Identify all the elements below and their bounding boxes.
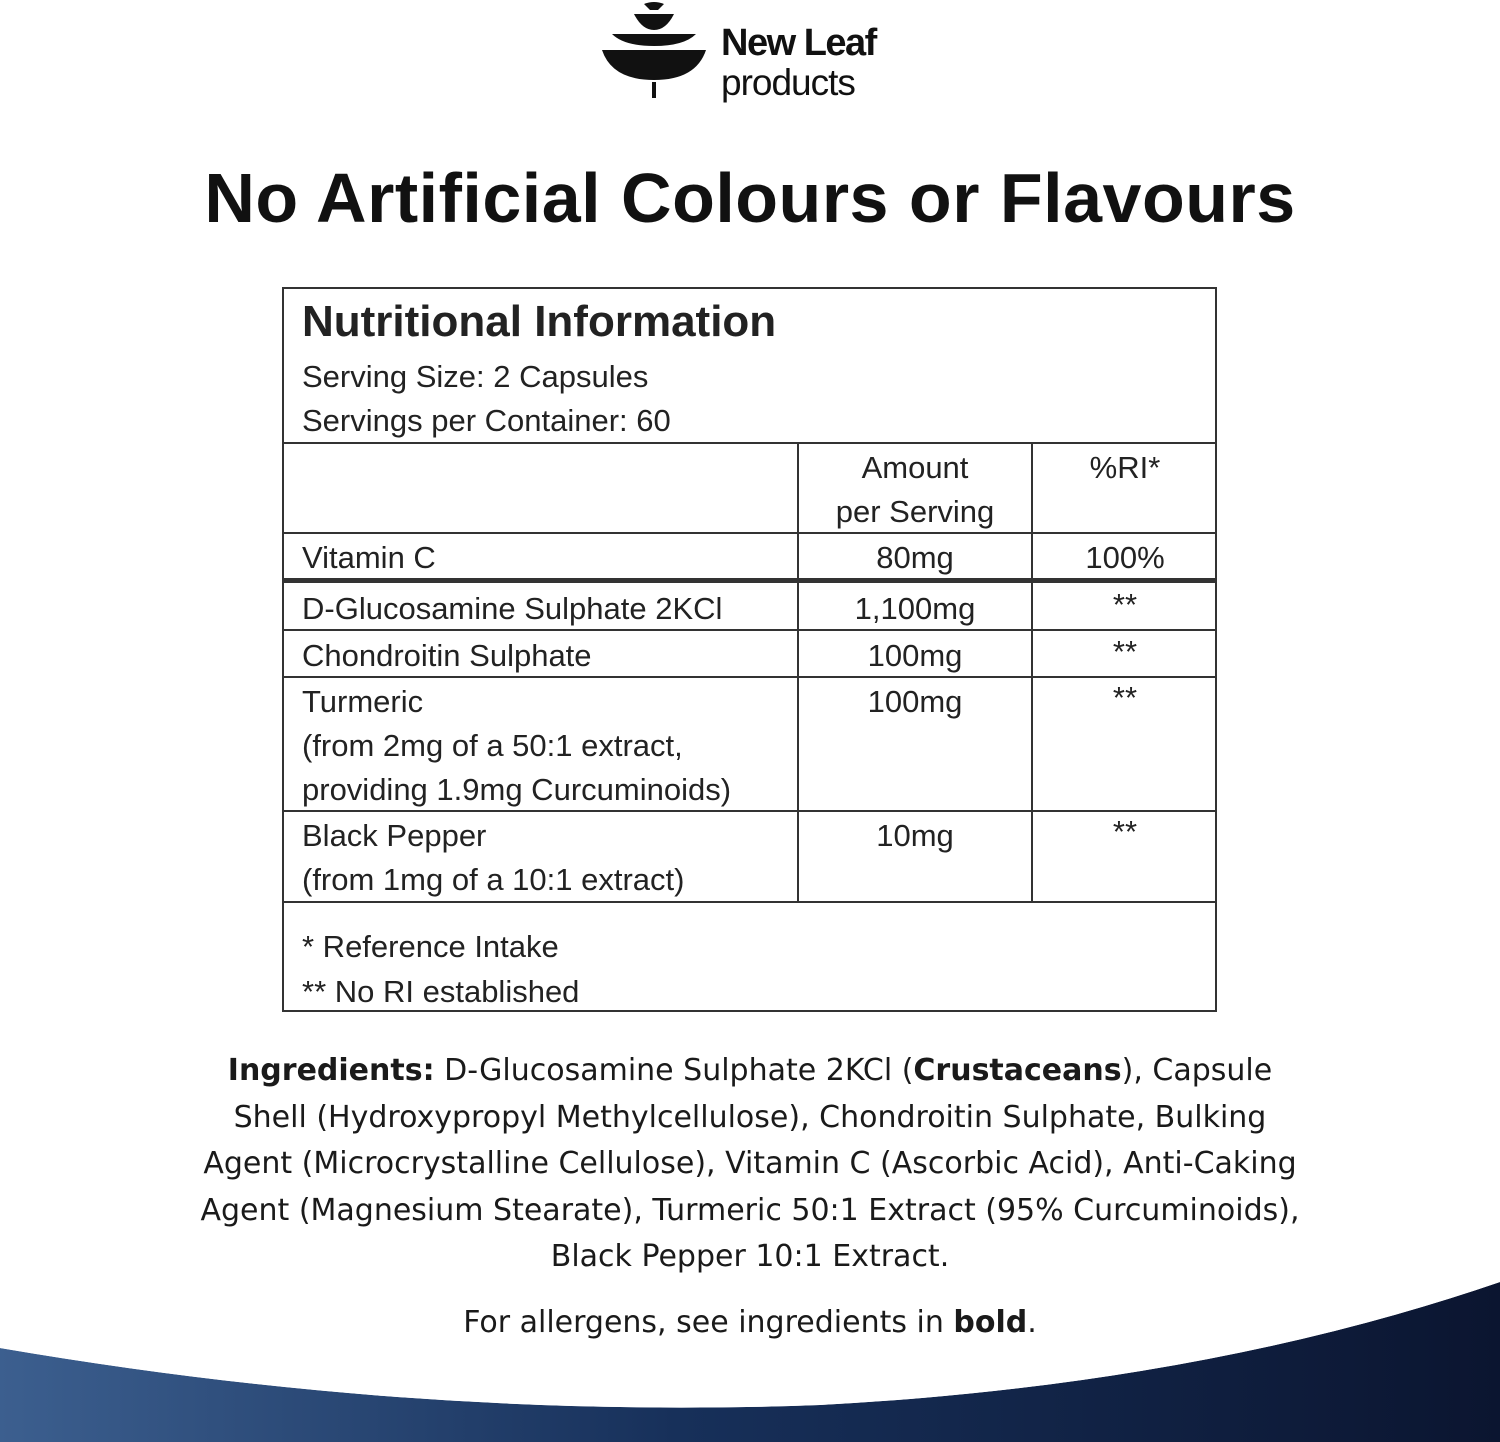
nutrient-ri: ** bbox=[1112, 634, 1138, 669]
nutrient-ri: 100% bbox=[1085, 540, 1165, 575]
divider bbox=[284, 442, 1215, 444]
nutrient-name: Chondroitin Sulphate bbox=[302, 638, 592, 673]
nutrient-name: Vitamin C bbox=[302, 540, 436, 575]
ingredients-text: D-Glucosamine Sulphate 2KCl ( bbox=[434, 1053, 914, 1088]
nutrient-amount: 100mg bbox=[867, 684, 963, 719]
brand-name: New Leaf bbox=[721, 22, 876, 64]
header-amount-line2: per Serving bbox=[835, 494, 995, 529]
ingredients-label: Ingredients: bbox=[227, 1053, 435, 1088]
nutrient-ri: ** bbox=[1112, 814, 1138, 849]
nutrient-name: Turmeric bbox=[302, 684, 424, 719]
nutrient-name: D-Glucosamine Sulphate 2KCl bbox=[302, 591, 723, 626]
serving-size: Serving Size: 2 Capsules bbox=[302, 359, 649, 394]
nutrient-ri: ** bbox=[1112, 680, 1138, 715]
nutrient-name: Black Pepper bbox=[302, 818, 487, 853]
nutrient-detail: providing 1.9mg Curcuminoids) bbox=[302, 772, 732, 807]
brand-subline: products bbox=[721, 62, 855, 103]
nutrient-amount: 100mg bbox=[867, 638, 963, 673]
stacked-leaf-logo-icon bbox=[600, 0, 710, 110]
header-amount-line1: Amount bbox=[861, 450, 969, 485]
footnote-reference-intake: * Reference Intake bbox=[302, 929, 559, 964]
servings-per-container: Servings per Container: 60 bbox=[302, 403, 671, 438]
allergen-highlight: Crustaceans bbox=[913, 1053, 1122, 1088]
allergen-note-bold: bold bbox=[953, 1305, 1028, 1340]
ingredients-paragraph bbox=[190, 1048, 1310, 1281]
page-headline: No Artificial Colours or Flavours bbox=[204, 159, 1296, 237]
brand-logo bbox=[600, 0, 920, 110]
nutrient-detail: (from 1mg of a 10:1 extract) bbox=[302, 862, 685, 897]
nutrient-amount: 1,100mg bbox=[854, 591, 976, 626]
nutrient-ri: ** bbox=[1112, 587, 1138, 622]
footnote-no-ri: ** No RI established bbox=[302, 974, 580, 1009]
allergen-note bbox=[0, 1305, 1500, 1340]
divider bbox=[284, 532, 1215, 534]
decorative-wave bbox=[0, 1270, 1500, 1442]
nutrient-detail: (from 2mg of a 50:1 extract, bbox=[302, 728, 683, 763]
nutrient-amount: 10mg bbox=[876, 818, 954, 853]
ingredients-text: ), Capsule Shell (Hydroxypropyl Methylcellulose), Chondroitin Sulphate, Bulking Agent (Microcrystalline Cellulose), Vitamin C (Ascorbic Acid), Anti-Caking Agent (Magnesium Stearate), Turmeric 50:1 Extract (95% Curcuminoids), Black Pepper 10:1 Extract. bbox=[200, 1053, 1300, 1274]
nutrition-table bbox=[282, 287, 1217, 1012]
nutrition-title: Nutritional Information bbox=[302, 297, 777, 346]
nutrient-amount: 80mg bbox=[876, 540, 954, 575]
allergen-note-text: For allergens, see ingredients in bbox=[463, 1305, 954, 1340]
header-ri: %RI* bbox=[1089, 450, 1161, 485]
allergen-note-end: . bbox=[1027, 1305, 1037, 1340]
